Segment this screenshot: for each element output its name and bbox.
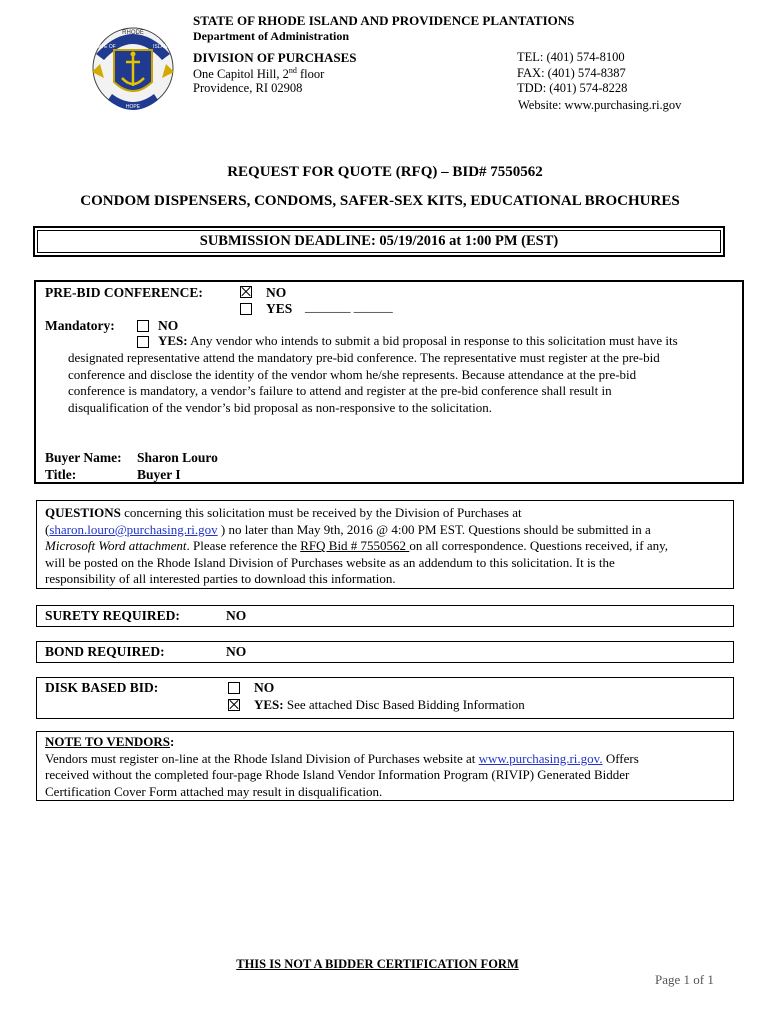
mandatory-no-label: NO	[158, 318, 179, 333]
buyer-title: Buyer I	[137, 467, 181, 482]
disk-yes-text: YES: See attached Disc Based Bidding Information	[254, 697, 525, 712]
mandatory-yes-details	[68, 350, 660, 416]
submission-deadline: SUBMISSION DEADLINE: 05/19/2016 at 1:00 PM (EST)	[199, 233, 559, 249]
pre-bid-no-checkbox[interactable]	[240, 286, 252, 298]
mandatory-line: conference is mandatory, a vendor’s failure to attend and register at the pre-bid conference shall result in	[68, 383, 612, 398]
department-name: Department of Administration	[193, 29, 349, 43]
pre-bid-no-label: NO	[266, 285, 287, 300]
rfq-title: REQUEST FOR QUOTE (RFQ) – BID# 7550562	[227, 164, 543, 180]
not-certification-notice: THIS IS NOT A BIDDER CERTIFICATION FORM	[236, 957, 519, 971]
mandatory-no-checkbox[interactable]	[137, 320, 149, 332]
disk-no-label: NO	[254, 680, 275, 695]
address-line-2: Providence, RI 02908	[193, 81, 303, 95]
mandatory-line: designated representative attend the mandatory pre-bid conference. The representative must register at the pre-bid	[68, 350, 660, 365]
rfq-subject: CONDOM DISPENSERS, CONDOMS, SAFER-SEX KITS, EDUCATIONAL BROCHURES	[80, 193, 680, 209]
bond-value: NO	[226, 644, 247, 659]
seal-motto: HOPE	[125, 104, 141, 110]
pre-bid-label: PRE-BID CONFERENCE:	[45, 285, 203, 300]
mandatory-line: conference and disclose the identity of the vendor whom he/she represents. Because attendance at the pre-bid	[68, 366, 637, 382]
pre-bid-yes-checkbox[interactable]	[240, 303, 252, 315]
telephone: TEL: (401) 574-8100	[517, 50, 625, 64]
pre-bid-yes-blank: _______ ______	[305, 299, 393, 314]
buyer-name: Sharon Louro	[137, 450, 218, 465]
buyer-name-label: Buyer Name:	[45, 450, 122, 465]
address-line-1: One Capitol Hill, 2nd floor	[193, 66, 325, 82]
state-name: STATE OF RHODE ISLAND AND PROVIDENCE PLANTATIONS	[193, 13, 575, 28]
purchasing-website-link[interactable]: www.purchasing.ri.gov.	[478, 750, 603, 766]
questions-text: QUESTIONS concerning this solicitation must be received by the Division of Purchases at (sharon.louro@purchasing.ri.gov ) no later than May 9th, 2016 @ 4:00 PM EST. Questions should be submitted in a Microsoft Word attachment. Please reference the RFQ Bid # 7550562 on all correspondence. Questions received, if any, will be posted on the Rhode Island Division of Purchases website as an addendum to this solicitation. It is the responsibility of all interested parties to download this information.	[45, 505, 669, 586]
disk-label: DISK BASED BID:	[45, 680, 159, 695]
mandatory-label: Mandatory:	[45, 318, 115, 333]
buyer-title-label: Title:	[45, 467, 77, 482]
website: Website: www.purchasing.ri.gov	[518, 98, 682, 112]
surety-label: SURETY REQUIRED:	[45, 608, 180, 623]
rhode-island-seal-logo	[86, 20, 180, 120]
note-text: NOTE TO VENDORS: Vendors must register on-line at the Rhode Island Division of Purchases website at www.purchasing.ri.gov. Offers received without the completed four-page Rhode Island Vendor Information Program (RIVIP) Generated Bidder Certification Cover Form attached may result in disqualification.	[45, 734, 639, 799]
mandatory-line: disqualification of the vendor’s bid proposal as non-responsive to the solicitation.	[68, 399, 492, 415]
disk-yes-checkbox[interactable]	[228, 699, 240, 711]
mandatory-yes-checkbox[interactable]	[137, 336, 149, 348]
buyer-email-link[interactable]: sharon.louro@purchasing.ri.gov	[49, 521, 218, 537]
seal-left-text: STATE OF	[92, 44, 116, 50]
pre-bid-yes-label: YES	[266, 301, 293, 316]
bond-label: BOND REQUIRED:	[45, 644, 165, 659]
seal-right-text: ISLAND	[152, 44, 172, 50]
division-name: DIVISION OF PURCHASES	[193, 50, 357, 65]
seal-top-text: RHODE	[122, 30, 144, 36]
surety-value: NO	[226, 608, 247, 623]
fax: FAX: (401) 574-8387	[517, 66, 626, 80]
page-number: Page 1 of 1	[655, 972, 714, 987]
tdd: TDD: (401) 574-8228	[517, 81, 628, 95]
mandatory-yes-text: YES: Any vendor who intends to submit a bid proposal in response to this solicitation must have its	[158, 333, 678, 348]
disk-no-checkbox[interactable]	[228, 682, 240, 694]
